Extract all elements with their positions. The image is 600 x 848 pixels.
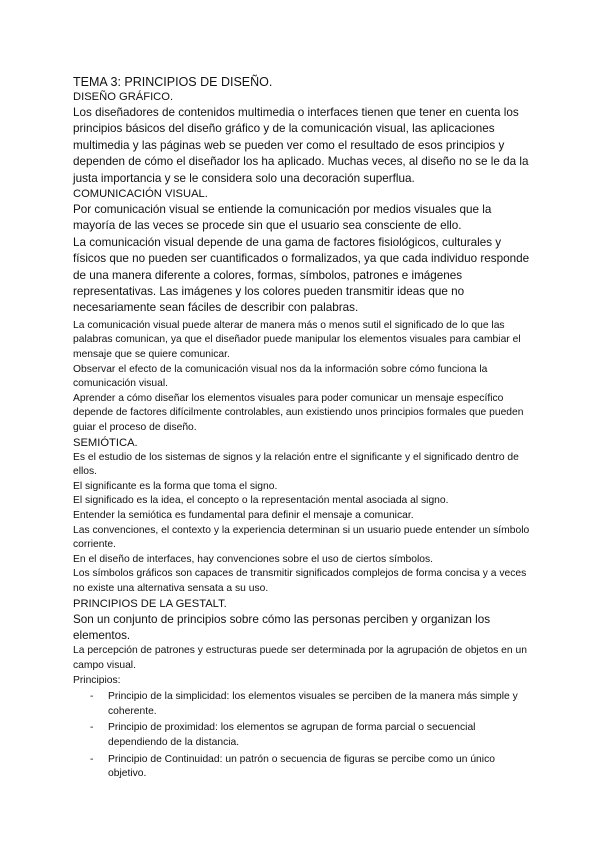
section-heading-semiotica: SEMIÓTICA. — [73, 436, 138, 449]
list-item-text: Principio de la simplicidad: los elementos visuales se perciben de la manera más simple y coherente. — [108, 691, 518, 717]
paragraph: Los símbolos gráficos son capaces de transmitir significados complejos de forma concisa y a veces no existe una alternativa sensata a su uso. — [73, 568, 527, 594]
paragraph: El significante es la forma que toma el signo. — [73, 480, 278, 492]
list-marker: - — [90, 691, 94, 703]
paragraph: Es el estudio de los sistemas de signos y la relación entre el significante y el significado dentro de ellos. — [73, 451, 519, 478]
paragraph: Los diseñadores de contenidos multimedia o interfaces tienen que tener en cuenta los principios básicos del diseño gráfico y de la comunicación visual, las aplicaciones multimedia y las páginas web se pueden ver como el resultado de esos principios y dependen de cómo el diseñador los ha aplicado. Muchas veces, al diseño no se le da la justa importancia y se le considera solo una decoración superflua. — [73, 106, 529, 185]
list-item-text: Principio de Continuidad: un patrón o secuencia de figuras se percibe como un único objetivo. — [108, 753, 495, 780]
list-item — [73, 690, 533, 719]
section-heading-comunicacion-visual: COMUNICACIÓN VISUAL. — [73, 188, 208, 201]
paragraph: La comunicación visual puede alterar de manera más o menos sutil el significado de lo que las palabras comunican, ya que el diseñador puede manipular los elementos visuales para cambiar el mensaje que se quiere comunicar. — [73, 319, 521, 361]
list-marker: - — [90, 722, 94, 734]
section-heading-gestalt: PRINCIPIOS DE LA GESTALT. — [73, 597, 227, 610]
section-heading-diseno-grafico: DISEÑO GRÁFICO. — [73, 91, 174, 103]
paragraph: Aprender a cómo diseñar los elementos visuales para poder comunicar un mensaje específico depende de factores difícilmente controlables, aun existiendo unos principios formales que pueden guiar el proceso de diseño. — [73, 392, 524, 434]
paragraph: Entender la semiótica es fundamental para definir el mensaje a comunicar. — [73, 510, 414, 521]
paragraph: Por comunicación visual se entiende la comunicación por medios visuales que la mayoría de las veces se procede sin que el usuario sea consciente de ello. — [73, 203, 492, 233]
paragraph: En el diseño de interfaces, hay convenciones sobre el uso de ciertos símbolos. — [73, 553, 434, 565]
paragraph: El significado es la idea, el concepto o la representación mental asociada al signo. — [73, 495, 449, 507]
principles-list — [73, 690, 533, 782]
paragraph: La comunicación visual depende de una gama de factores fisiológicos, culturales y físicos que no pueden ser cuantificados o formalizados, ya que cada individuo responde de una manera diferente a colores, formas, símbolos, patrones e imágenes representativas. Las imágenes y los colores pueden transmitir ideas que no necesariamente sean fáciles de describir con palabras. — [73, 235, 530, 315]
list-marker: - — [90, 753, 94, 765]
page-title: TEMA 3: PRINCIPIOS DE DISEÑO. — [73, 75, 273, 89]
document-content — [73, 74, 533, 784]
list-item-text: Principio de proximidad: los elementos se agrupan de forma parcial o secuencial dependiendo de la distancia. — [108, 722, 476, 748]
paragraph: Las convenciones, el contexto y la experiencia determinan si un usuario puede entender un símbolo corriente. — [73, 524, 530, 551]
paragraph: Principios: — [73, 674, 121, 686]
list-item — [73, 753, 533, 782]
paragraph: Son un conjunto de principios sobre cómo las personas perciben y organizan los elementos. — [73, 612, 491, 642]
paragraph: La percepción de patrones y estructuras puede ser determinada por la agrupación de objetos en un campo visual. — [73, 645, 527, 671]
paragraph: Observar el efecto de la comunicación visual nos da la información sobre cómo funciona la comunicación visual. — [73, 363, 488, 390]
list-item — [73, 721, 533, 750]
